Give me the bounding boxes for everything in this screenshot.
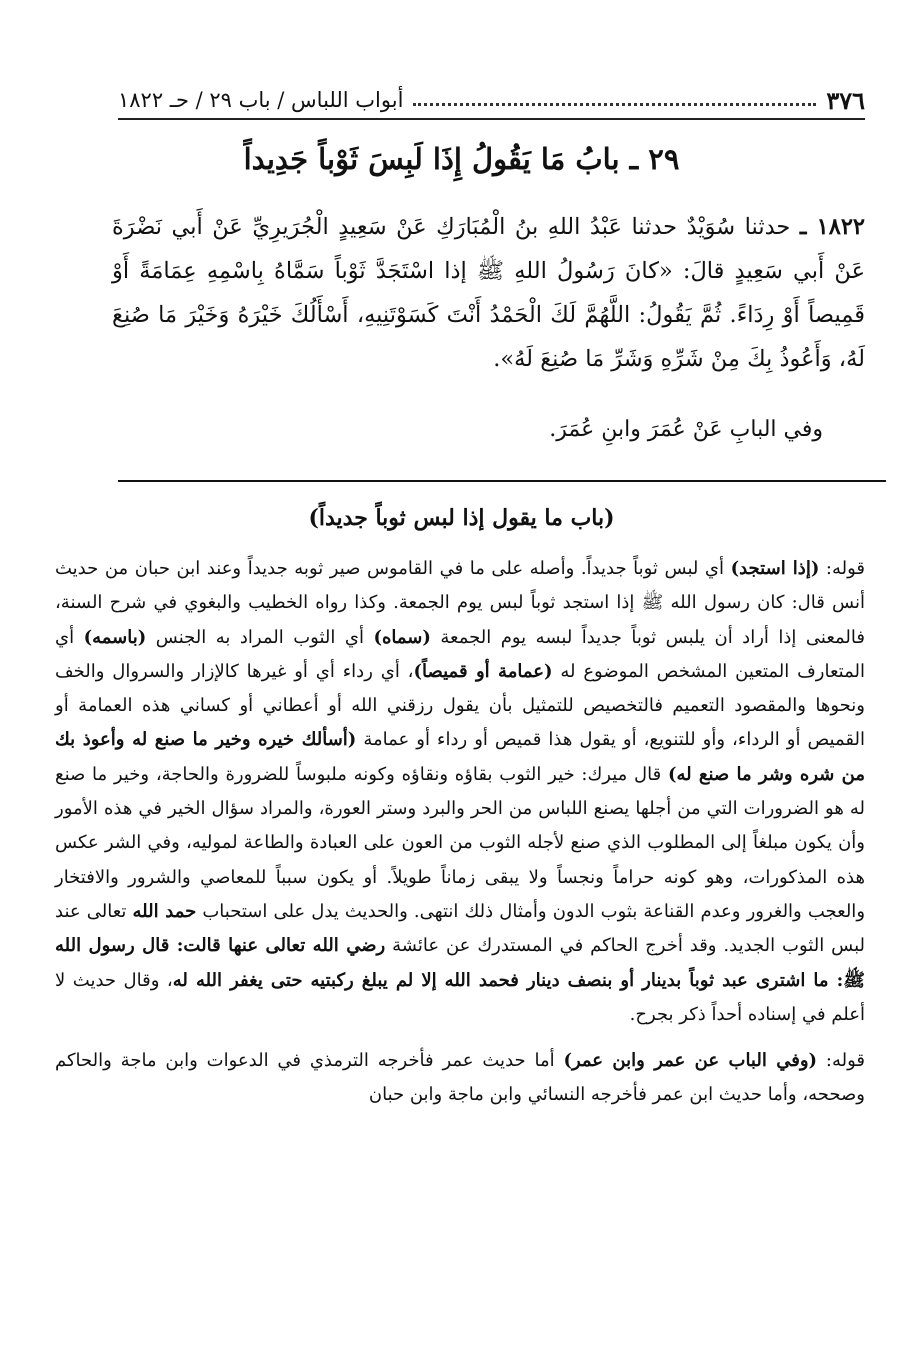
commentary-bold-text: حمد الله — [132, 900, 197, 922]
commentary-bold-text: رضي الله تعالى عنها قالت: قال رسول الله ﷺ: ما اشترى عبد ثوباً بدينار أو بنصف دينار فحمد الله إلا لم يبلغ ركبتيه حتى يغفر الله له — [55, 935, 865, 991]
commentary-text: ، أي رداء أي أو غيرها كالإزار والسروال والخف ونحوها والمقصود التعميم فالتخصيص للتمثيل بأن يقول رزقني الله أو أعطاني أو كساني هذه العمامة أو القميص أو الرداء، وأو للتنويع، أو يقول هذا قميص أو رداء أو عمامة — [55, 660, 865, 751]
commentary-bold-text: (باسمه) — [83, 626, 147, 648]
chapter-title: ٢٩ ـ بابُ مَا يَقُولُ إِذَا لَبِسَ ثَوْباً جَدِيداً — [243, 142, 680, 176]
commentary-bold-text: (عمامة أو قميصاً) — [413, 660, 553, 682]
commentary-text: ، وقال حديث لا أعلم في إسناده أحداً ذكر بجرح. — [55, 969, 865, 1025]
hadith-text-block — [112, 205, 865, 381]
commentary-text: أي المتعارف المتعين المشخص الموضوع له — [55, 626, 865, 682]
commentary-bold-text: (وفي الباب عن عمر وابن عمر) — [563, 1050, 818, 1072]
commentary-text: أما حديث عمر فأخرجه الترمذي في الدعوات وابن ماجة والحاكم وصححه، وأما حديث ابن عمر فأخرجه النسائي وابن ماجة وابن حبان — [55, 1050, 865, 1106]
bab-note: وفي البابِ عَنْ عُمَرَ وابنِ عُمَرَ. — [549, 417, 823, 442]
running-title: أبواب اللباس / باب ٢٩ / حـ ١٨٢٢ — [118, 88, 404, 112]
commentary-paragraph-2 — [55, 1044, 865, 1113]
commentary-text: قال ميرك: خير الثوب بقاؤه ونقاؤه وكونه ملبوساً للضرورة والحاجة، وخير ما صنع له هو الضرورات التي من أجلها يصنع اللباس من الحر والبرد وستر العورة، والمراد سؤال الخير في هذه الأمور وأن يكون مبلغاً إلى المطلوب الذي صنع لأجله الثوب من العون على العبادة والطاعة لموليه، وفي الشر عكس هذه المذكورات، وهو كونه حراماً ونجساً ولا يبقى زماناً طويلاً. أو يكون سبباً للمعاصي والشرور والافتخار والعجب والغرور وعدم القناعة بثوب الدون وأمثال ذلك انتهى. والحديث يدل على استحباب — [55, 763, 866, 922]
commentary-text: تعالى عند لبس الثوب الجديد. وقد أخرج الحاكم في المستدرك عن عائشة — [55, 900, 865, 957]
commentary-bold-text: (سماه) — [373, 626, 431, 648]
commentary-text: قوله: — [819, 558, 866, 579]
commentary-text: أي لبس ثوباً جديداً. وأصله على ما في القاموس صير ثوبه جديداً وعند ابن حبان من حديث أنس قال: كان رسول الله ﷺ إذا استجد ثوباً لبس يوم الجمعة. وكذا رواه الخطيب والبغوي في شرح السنة، فالمعنى إذا أراد أن يلبس ثوباً جديداً لبسه يوم الجمعة — [55, 558, 865, 648]
commentary-paragraph-1 — [55, 552, 865, 1032]
commentary-text: أي الثوب المراد به الجنس — [146, 626, 374, 648]
header-dot-leader — [413, 103, 816, 106]
page-number: ٣٧٦ — [826, 85, 865, 115]
page-header — [118, 82, 865, 120]
commentary-title: (باب ما يقول إذا لبس ثوباً جديداً) — [308, 505, 615, 531]
commentary-body — [55, 552, 865, 1113]
commentary-bold-text: (أسألك خيره وخير ما صنع له وأعوذ بك من شره وشر ما صنع له) — [55, 729, 865, 785]
commentary-text: قوله: — [817, 1050, 865, 1072]
footnote-divider — [118, 480, 886, 482]
hadith-number: ١٨٢٢ ـ — [799, 214, 865, 240]
hadith-text: حدثنا سُوَيْدٌ حدثنا عَبْدُ اللهِ بنُ الْمُبَارَكِ عَنْ سَعِيدٍ الْجُرَيرِيِّ عَنْ أَبي نَضْرَةَ عَنْ أَبي سَعِيدٍ قالَ: «كانَ رَسُولُ اللهِ ﷺ إذا اسْتَجَدَّ ثَوْباً سَمَّاهُ بِاسْمِهِ عِمَامَةً أَوْ قَمِيصاً أَوْ رِدَاءً. ثُمَّ يَقُولُ: اللَّهُمَّ لَكَ الْحَمْدُ أَنْتَ كَسَوْتَنِيهِ، أَسْأَلُكَ خَيْرَهُ وَخَيْرَ مَا صُنِعَ لَهُ، وَأَعُوذُ بِكَ مِنْ شَرِّهِ وَشَرِّ مَا صُنِعَ لَهُ». — [112, 214, 865, 372]
commentary-bold-text: (إذا استجد) — [730, 558, 820, 579]
